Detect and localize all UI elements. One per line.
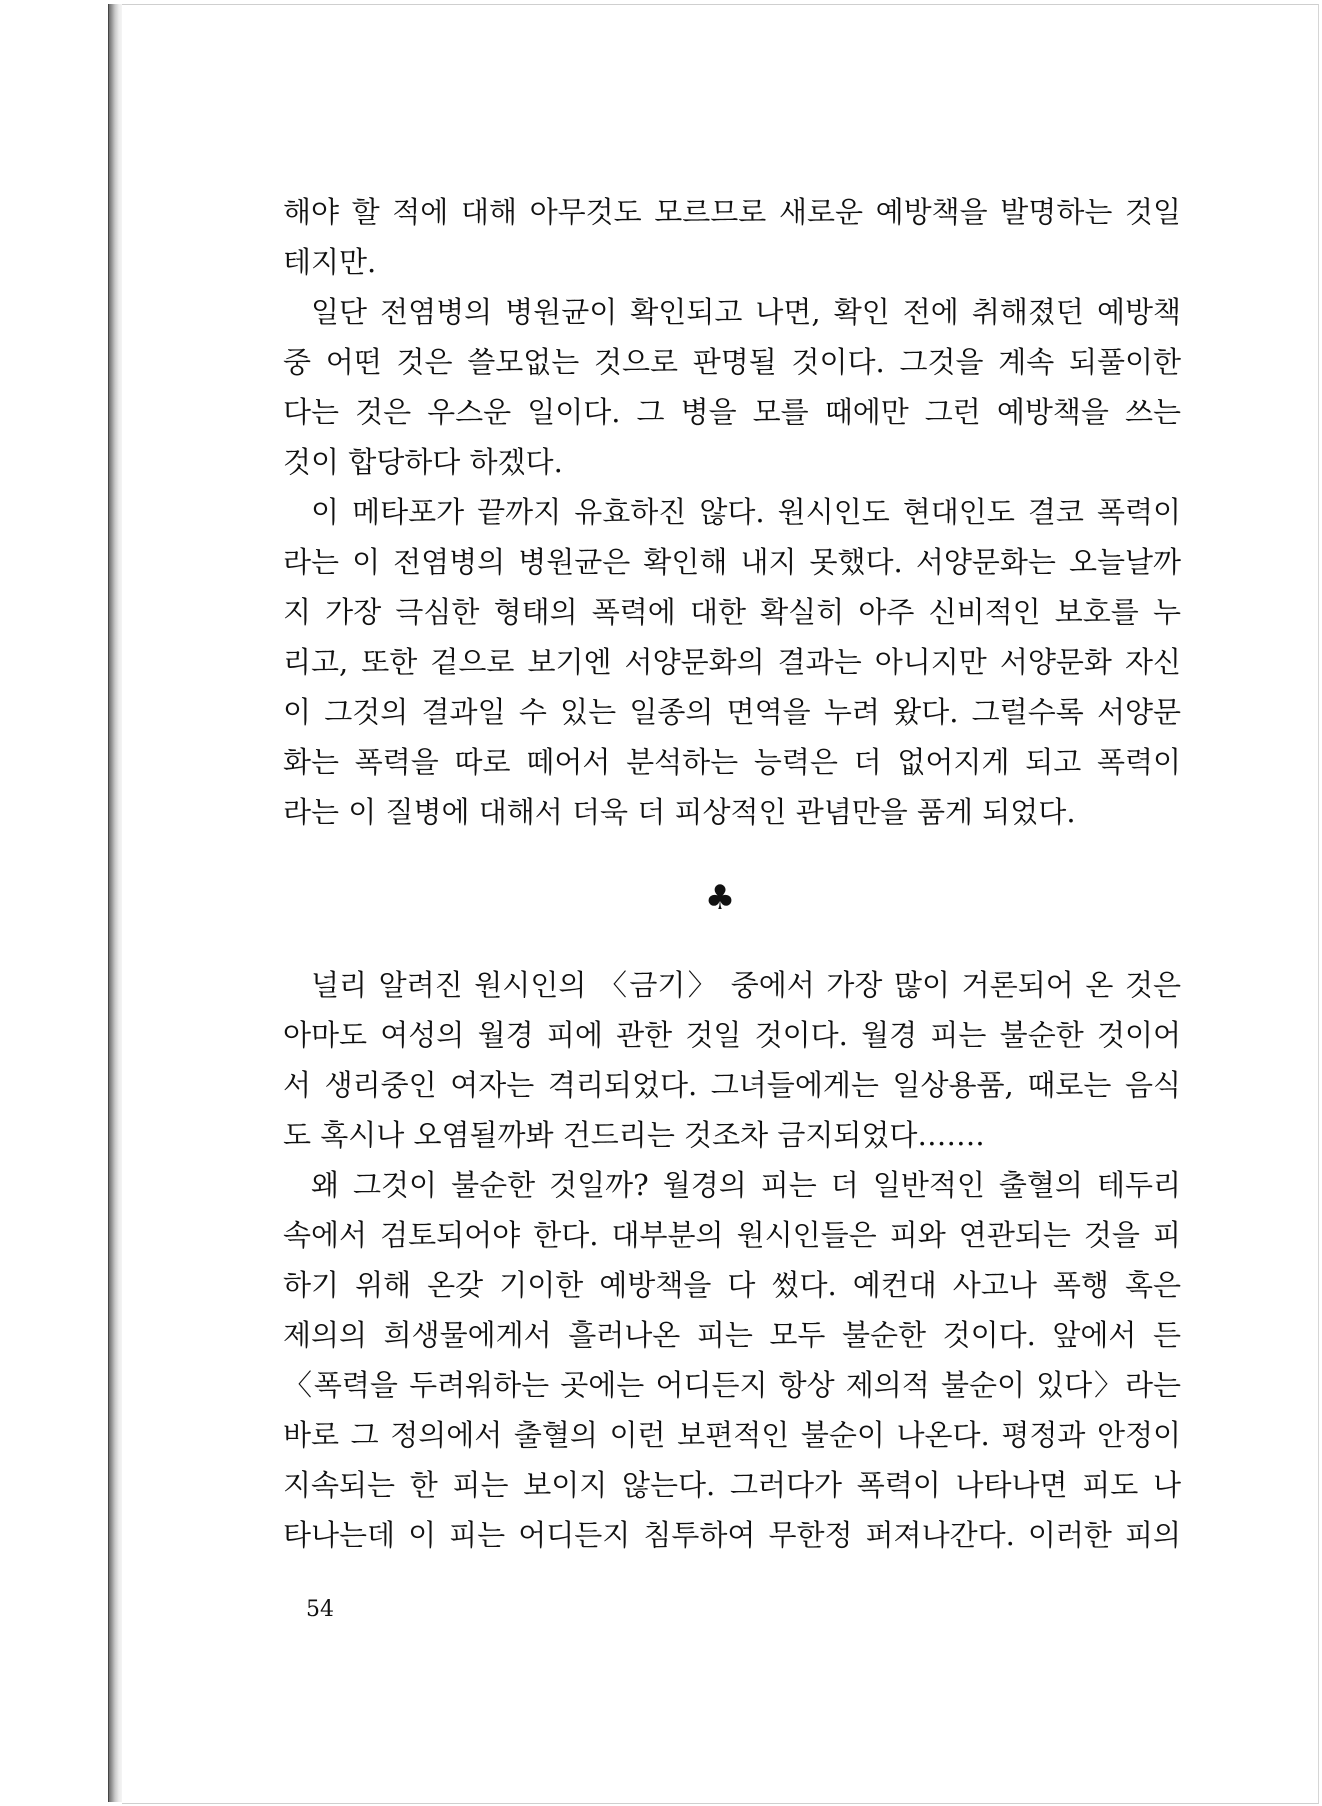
text-line: 널리 알려진 원시인의 〈금기〉 중에서 가장 많이 거론되어 온 것은 <box>311 968 1181 1002</box>
text-line: 서 생리중인 여자는 격리되었다. 그녀들에게는 일상용품, 때로는 음식 <box>283 1068 1181 1102</box>
text-line: 하기 위해 온갖 기이한 예방책을 다 썼다. 예컨대 사고나 폭행 혹은 <box>283 1268 1181 1302</box>
text-line: 라는 이 질병에 대해서 더욱 더 피상적인 관념만을 품게 되었다. <box>283 795 1076 829</box>
page-edges <box>108 4 123 1802</box>
text-line: 지 가장 극심한 형태의 폭력에 대한 확실히 아주 신비적인 보호를 누 <box>283 595 1181 629</box>
text-line: 중 어떤 것은 쓸모없는 것으로 판명될 것이다. 그것을 계속 되풀이한 <box>283 345 1181 379</box>
text-line: 제의의 희생물에게서 흘러나온 피는 모두 불순한 것이다. 앞에서 든 <box>283 1318 1181 1352</box>
text-line: 라는 이 전염병의 병원균은 확인해 내지 못했다. 서양문화는 오늘날까 <box>283 545 1181 579</box>
text-line: 타나는데 이 피는 어디든지 침투하여 무한정 퍼져나간다. 이러한 피의 <box>283 1518 1181 1552</box>
text-line: 도 혹시나 오염될까봐 건드리는 것조차 금지되었다……. <box>283 1118 985 1152</box>
text-line: 속에서 검토되어야 한다. 대부분의 원시인들은 피와 연관되는 것을 피 <box>283 1218 1181 1252</box>
text-line: 아마도 여성의 월경 피에 관한 것일 것이다. 월경 피는 불순한 것이어 <box>283 1018 1181 1052</box>
text-line: 해야 할 적에 대해 아무것도 모르므로 새로운 예방책을 발명하는 것일 <box>283 195 1181 229</box>
text-line: 이 그것의 결과일 수 있는 일종의 면역을 누려 왔다. 그럴수록 서양문 <box>283 695 1181 729</box>
text-line: 것이 합당하다 하겠다. <box>283 445 563 479</box>
text-line: 이 메타포가 끝까지 유효하진 않다. 원시인도 현대인도 결코 폭력이 <box>311 495 1181 529</box>
club-ornament-icon: ♣ <box>704 878 736 918</box>
text-section-1 <box>283 187 1181 837</box>
text-line: 왜 그것이 불순한 것일까? 월경의 피는 더 일반적인 출혈의 테두리 <box>311 1168 1181 1202</box>
text-line: 화는 폭력을 따로 떼어서 분석하는 능력은 더 없어지게 되고 폭력이 <box>283 745 1181 779</box>
text-line: 바로 그 정의에서 출혈의 이런 보편적인 불순이 나온다. 평정과 안정이 <box>283 1418 1181 1452</box>
text-line: 리고, 또한 겉으로 보기엔 서양문화의 결과는 아니지만 서양문화 자신 <box>283 645 1181 679</box>
text-line: 일단 전염병의 병원균이 확인되고 나면, 확인 전에 취해졌던 예방책 <box>311 295 1181 329</box>
text-line: 테지만. <box>283 245 377 279</box>
page-number: 54 <box>306 1597 334 1622</box>
text-line: 다는 것은 우스운 일이다. 그 병을 모를 때에만 그런 예방책을 쓰는 <box>283 395 1181 429</box>
text-section-2 <box>283 960 1181 1560</box>
text-line: 지속되는 한 피는 보이지 않는다. 그러다가 폭력이 나타나면 피도 나 <box>283 1468 1181 1502</box>
text-line: 〈폭력을 두려워하는 곳에는 어디든지 항상 제의적 불순이 있다〉라는 <box>283 1368 1181 1402</box>
